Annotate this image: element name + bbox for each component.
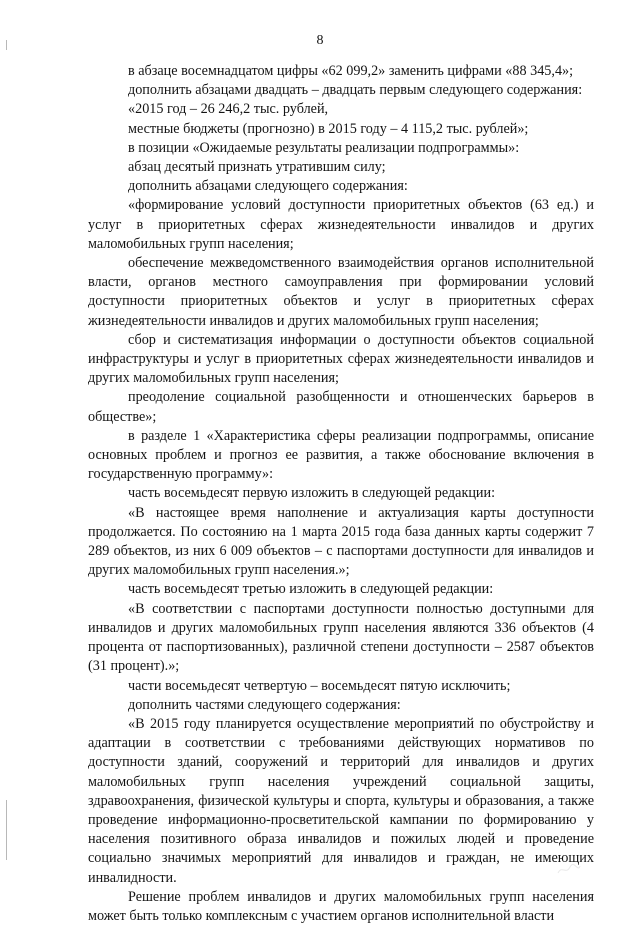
paragraph: в разделе 1 «Характеристика сферы реализации подпрограммы, описание основных проблем и прогноз ее развития, а также обоснование включения в государственную программу»: [88, 427, 594, 483]
paragraph: местные бюджеты (прогнозно) в 2015 году – 4 115,2 тыс. рублей»; [128, 120, 529, 137]
paragraph: «2015 год – 26 246,2 тыс. рублей, [128, 101, 329, 118]
paragraph: абзац десятый признать утратившим силу; [128, 159, 386, 176]
paragraph: дополнить частями следующего содержания: [128, 696, 401, 713]
document-body [88, 62, 594, 926]
paragraph: часть восемьдесят третью изложить в следующей редакции: [128, 581, 494, 598]
paragraph: «формирование условий доступности приоритетных объектов (63 ед.) и услуг в приоритетных сферах жизнедеятельности инвалидов и других маломобильных групп населения; [88, 197, 594, 252]
paragraph: в позиции «Ожидаемые результаты реализации подпрограммы»: [128, 139, 520, 156]
paragraph: сбор и систематизация информации о доступности объектов социальной инфраструктуры и услуг в приоритетных сферах жизнедеятельности инвалидов и других маломобильных групп населения; [88, 331, 594, 387]
paragraph: «В 2015 году планируется осуществление мероприятий по обустройству и адаптации в соответствии с требованиями действующих нормативов по доступности зданий, сооружений и территорий для инвалидов и других маломобильных групп населения учреждений социальной защиты, здравоохранения, физической культуры и спорта, культуры и образования, а также проведение информационно-просветительской кампании по формированию у населения позитивного образа инвалидов и пожилых людей и проведение социально значимых мероприятий для инвалидов и граждан, не имеющих инвалидности. [88, 715, 594, 886]
paragraph: преодоление социальной разобщенности и отношенческих барьеров в обществе»; [88, 389, 594, 425]
faint-stamp-mark [556, 863, 582, 877]
paragraph: в абзаце восемнадцатом цифры «62 099,2» заменить цифрами «88 345,4»; [128, 63, 574, 79]
scan-margin-mark [6, 800, 7, 860]
paragraph: дополнить абзацами следующего содержания: [128, 178, 408, 195]
paragraph: часть восемьдесят первую изложить в следующей редакции: [128, 485, 496, 502]
paragraph: обеспечение межведомственного взаимодействия органов исполнительной власти, органов местного самоуправления при формировании условий доступности приоритетных объектов и услуг в приоритетных сферах жизнедеятельности инвалидов и других маломобильных групп населения; [88, 255, 594, 329]
paragraph: «В настоящее время наполнение и актуализация карты доступности продолжается. По состоянию на 1 марта 2015 года база данных карты содержит 7 289 объектов, из них 6 009 объектов – с паспортами доступности для инвалидов и других маломобильных групп населения.»; [88, 504, 594, 579]
paragraph: части восемьдесят четвертую – восемьдесят пятую исключить; [128, 677, 511, 694]
paragraph: дополнить абзацами двадцать – двадцать первым следующего содержания: [128, 82, 583, 99]
paragraph: «В соответствии с паспортами доступности полностью доступными для инвалидов и других маломобильных групп населения являются 336 объектов (4 процента от паспортизованных), различной степени доступности – 2587 объектов (31 процент).»; [88, 600, 594, 675]
page-number: 8 [316, 33, 324, 48]
paragraph: Решение проблем инвалидов и других маломобильных групп населения может быть только комплексным с участием органов исполнительной власти [88, 888, 594, 924]
